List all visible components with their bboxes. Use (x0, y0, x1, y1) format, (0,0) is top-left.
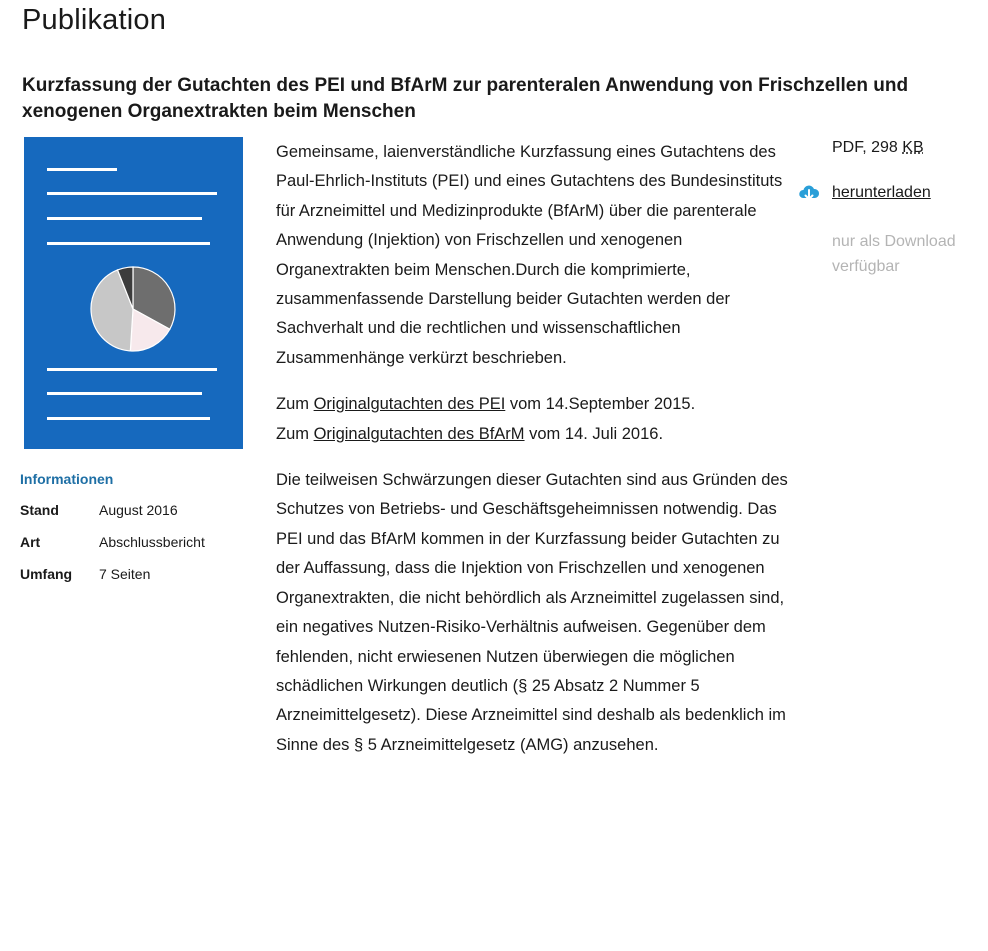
link-suffix: vom 14. Juli 2016. (524, 424, 664, 443)
file-type: PDF, 298 (832, 139, 903, 156)
file-size-unit: KB (902, 139, 924, 156)
bfarm-report-link[interactable]: Originalgutachten des BfArM (313, 424, 525, 443)
publication-description (276, 138, 796, 777)
info-key: Art (20, 534, 41, 550)
description-paragraph: Gemeinsame, laienverständliche Kurzfassung eines Gutachtens des Paul-Ehrlich-Instituts (PEI) und eines Gutachtens des Bundesinstituts für Arzneimittel und Medizinprodukte (BfArM) über die parenterale Anwendung (Injektion) von Frischzellen und xenogenen Organextrakten beim Menschen.Durch die komprimierte, zusammenfassende Darstellung beider Gutachten werden der Sachverhalt und die rechtlichen und wissenschaftlichen Zusammenhänge verkürzt beschrieben. (276, 143, 783, 367)
description-paragraph: Die teilweisen Schwärzungen dieser Gutachten sind aus Gründen des Schutzes von Betriebs- und Geschäftsgeheimnissen notwendig. Das PEI und das BfArM kommen in der Kurzfassung beider Gutachten zu der Auffassung, dass die Injektion von Frischzellen und xenogenen Organextrakten, die nicht behördlich als Arzneimittel zugelassen sind, ein negatives Nutzen-Risiko-Verhältnis aufweisen. Gegenüber dem fehlenden, nicht erwiesenen Nutzen überwiegen die möglichen schädlichen Wirkungen deutlich (§ 25 Absatz 2 Nummer 5 Arzneimittelgesetz). Diese Arzneimittel sind deshalb als bedenklich im Sinne des § 5 Arzneimittelgesetz (AMG) anzusehen. (276, 471, 788, 754)
download-label: herunterladen (832, 184, 931, 201)
info-key: Umfang (20, 566, 73, 582)
link-prefix: Zum (276, 424, 314, 443)
info-heading: Informationen (20, 471, 114, 487)
pei-report-link[interactable]: Originalgutachten des PEI (313, 395, 506, 414)
info-key: Stand (20, 502, 59, 518)
availability-note: nur als Download verfügbar (832, 233, 956, 275)
original-reports-paragraph (276, 390, 796, 449)
info-value: August 2016 (99, 502, 178, 518)
publication-title: Kurzfassung der Gutachten des PEI und BfArM zur parenteralen Anwendung von Frischzellen und xenogenen Organextrakten beim Menschen (22, 75, 909, 122)
cloud-download-icon (798, 182, 820, 204)
file-info (832, 139, 924, 157)
link-prefix: Zum (276, 395, 314, 414)
download-link[interactable] (798, 182, 931, 204)
document-pie-chart-icon (24, 137, 243, 449)
info-value: Abschlussbericht (99, 534, 205, 550)
info-value: 7 Seiten (99, 566, 151, 582)
link-suffix: vom 14.September 2015. (505, 395, 696, 414)
page-heading: Publikation (22, 4, 167, 36)
publication-cover-image (24, 137, 243, 449)
